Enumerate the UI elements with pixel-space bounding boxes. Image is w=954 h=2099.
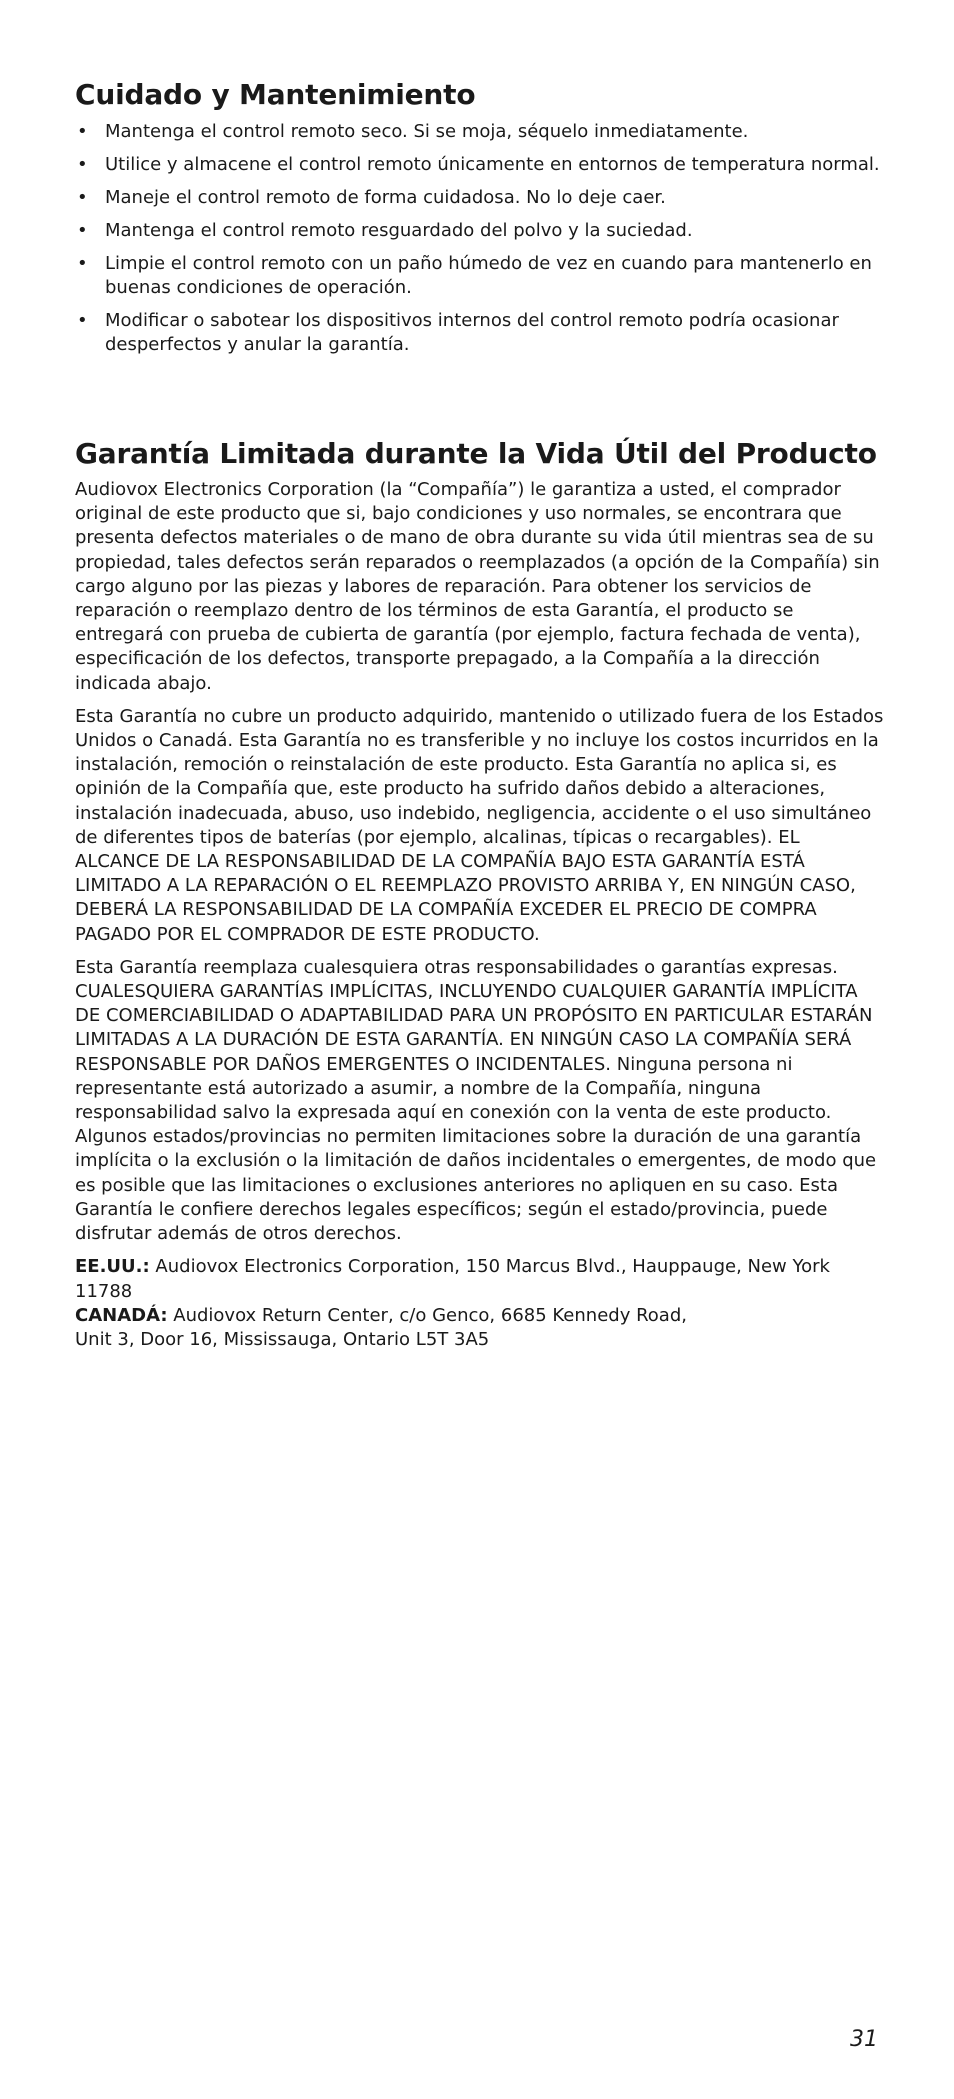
list-item: • Limpie el control remoto con un paño húmedo de vez en cuando para mantenerlo en buenas condiciones de operación. xyxy=(77,253,872,298)
bullet-icon: • xyxy=(77,253,88,274)
warranty-paragraph-3: Esta Garantía reemplaza cualesquiera otras responsabilidades o garantías expresas. CUALESQUIERA GARANTÍAS IMPLÍCITAS, INCLUYENDO CUALQUIER GARANTÍA IMPLÍCITA DE COMERCIABILIDAD O ADAPTABILIDAD PARA UN PROPÓSITO EN PARTICULAR ESTARÁN LIMITADAS A LA DURACIÓN DE ESTA GARANTÍA. EN NINGÚN CASO LA COMPAÑÍA SERÁ RESPONSABLE POR DAÑOS EMERGENTES O INCIDENTALES. Ninguna persona ni representante está autorizado a asumir, a nombre de la Compañía, ninguna responsabilidad salvo la expresada aquí en conexión con la venta de este producto. Algunos estados/provincias no permiten limitaciones sobre la duración de una garantía implícita o la exclusión o la limitación de daños incidentales o emergentes, de modo que es posible que las limitaciones o exclusiones anteriores no apliquen en su caso. Esta Garantía le confiere derechos legales específicos; según el estado/provincia, puede disfrutar además de otros derechos. xyxy=(75,956,877,1245)
bullet-icon: • xyxy=(77,220,88,241)
list-item: • Mantenga el control remoto seco. Si se moja, séquelo inmediatamente. xyxy=(77,121,749,142)
list-item: • Maneje el control remoto de forma cuidadosa. No lo deje caer. xyxy=(77,187,666,208)
care-heading: Cuidado y Mantenimiento xyxy=(75,78,476,111)
care-bullet-list xyxy=(75,120,885,366)
warranty-paragraph-2: Esta Garantía no cubre un producto adquirido, mantenido o utilizado fuera de los Estados Unidos o Canadá. Esta Garantía no es transferible y no incluye los costos incurridos en la instalación, remoción o reinstalación de este producto. Esta Garantía no aplica si, es opinión de la Compañía que, este producto ha sufrido daños debido a alteraciones, instalación inadecuada, abuso, uso indebido, negligencia, accidente o el uso simultáneo de diferentes tipos de baterías (por ejemplo, alcalinas, típicas o recargables). EL ALCANCE DE LA RESPONSABILIDAD DE LA COMPAÑÍA BAJO ESTA GARANTÍA ESTÁ LIMITADO A LA REPARACIÓN O EL REEMPLAZO PROVISTO ARRIBA Y, EN NINGÚN CASO, DEBERÁ LA RESPONSABILIDAD DE LA COMPAÑÍA EXCEDER EL PRECIO DE COMPRA PAGADO POR EL COMPRADOR DE ESTE PRODUCTO. xyxy=(75,705,884,945)
address-usa-text: Audiovox Electronics Corporation, 150 Marcus Blvd., Hauppauge, New York 11788 xyxy=(75,1256,830,1302)
bullet-icon: • xyxy=(77,310,88,331)
warranty-paragraph-1: Audiovox Electronics Corporation (la “Compañía”) le garantiza a usted, el comprador original de este producto que si, bajo condiciones y uso normales, se encontrara que presenta defectos materiales o de mano de obra durante su vida útil mientras sea de su propiedad, tales defectos serán reparados o reemplazados (a opción de la Compañía) sin cargo alguno por las piezas y labores de reparación. Para obtener los servicios de reparación o reemplazo dentro de los términos de esta Garantía, el producto se entregará con prueba de cubierta de garantía (por ejemplo, factura fechada de venta), especificación de los defectos, transporte prepagado, a la Compañía a la dirección indicada abajo. xyxy=(75,479,880,694)
list-item: • Mantenga el control remoto resguardado del polvo y la suciedad. xyxy=(77,220,693,241)
list-item: • Modificar o sabotear los dispositivos internos del control remoto podría ocasionar desperfectos y anular la garantía. xyxy=(77,310,839,355)
bullet-icon: • xyxy=(77,121,88,142)
list-item: • Utilice y almacene el control remoto únicamente en entornos de temperatura normal. xyxy=(77,154,880,175)
address-canada-line1: Audiovox Return Center, c/o Genco, 6685 Kennedy Road, xyxy=(167,1304,687,1326)
warranty-heading: Garantía Limitada durante la Vida Útil del Producto xyxy=(75,437,877,470)
bullet-icon: • xyxy=(77,154,88,175)
address-canada-label: CANADÁ: xyxy=(75,1304,168,1326)
address-usa-label: EE.UU.: xyxy=(75,1256,150,1278)
bullet-icon: • xyxy=(77,187,88,208)
address-canada xyxy=(75,1304,885,1328)
address-canada-line2: Unit 3, Door 16, Mississauga, Ontario L5T 3A5 xyxy=(75,1328,490,1350)
address-usa xyxy=(75,1255,885,1303)
warranty-body xyxy=(75,478,885,1352)
page-number: 31 xyxy=(850,2027,878,2052)
